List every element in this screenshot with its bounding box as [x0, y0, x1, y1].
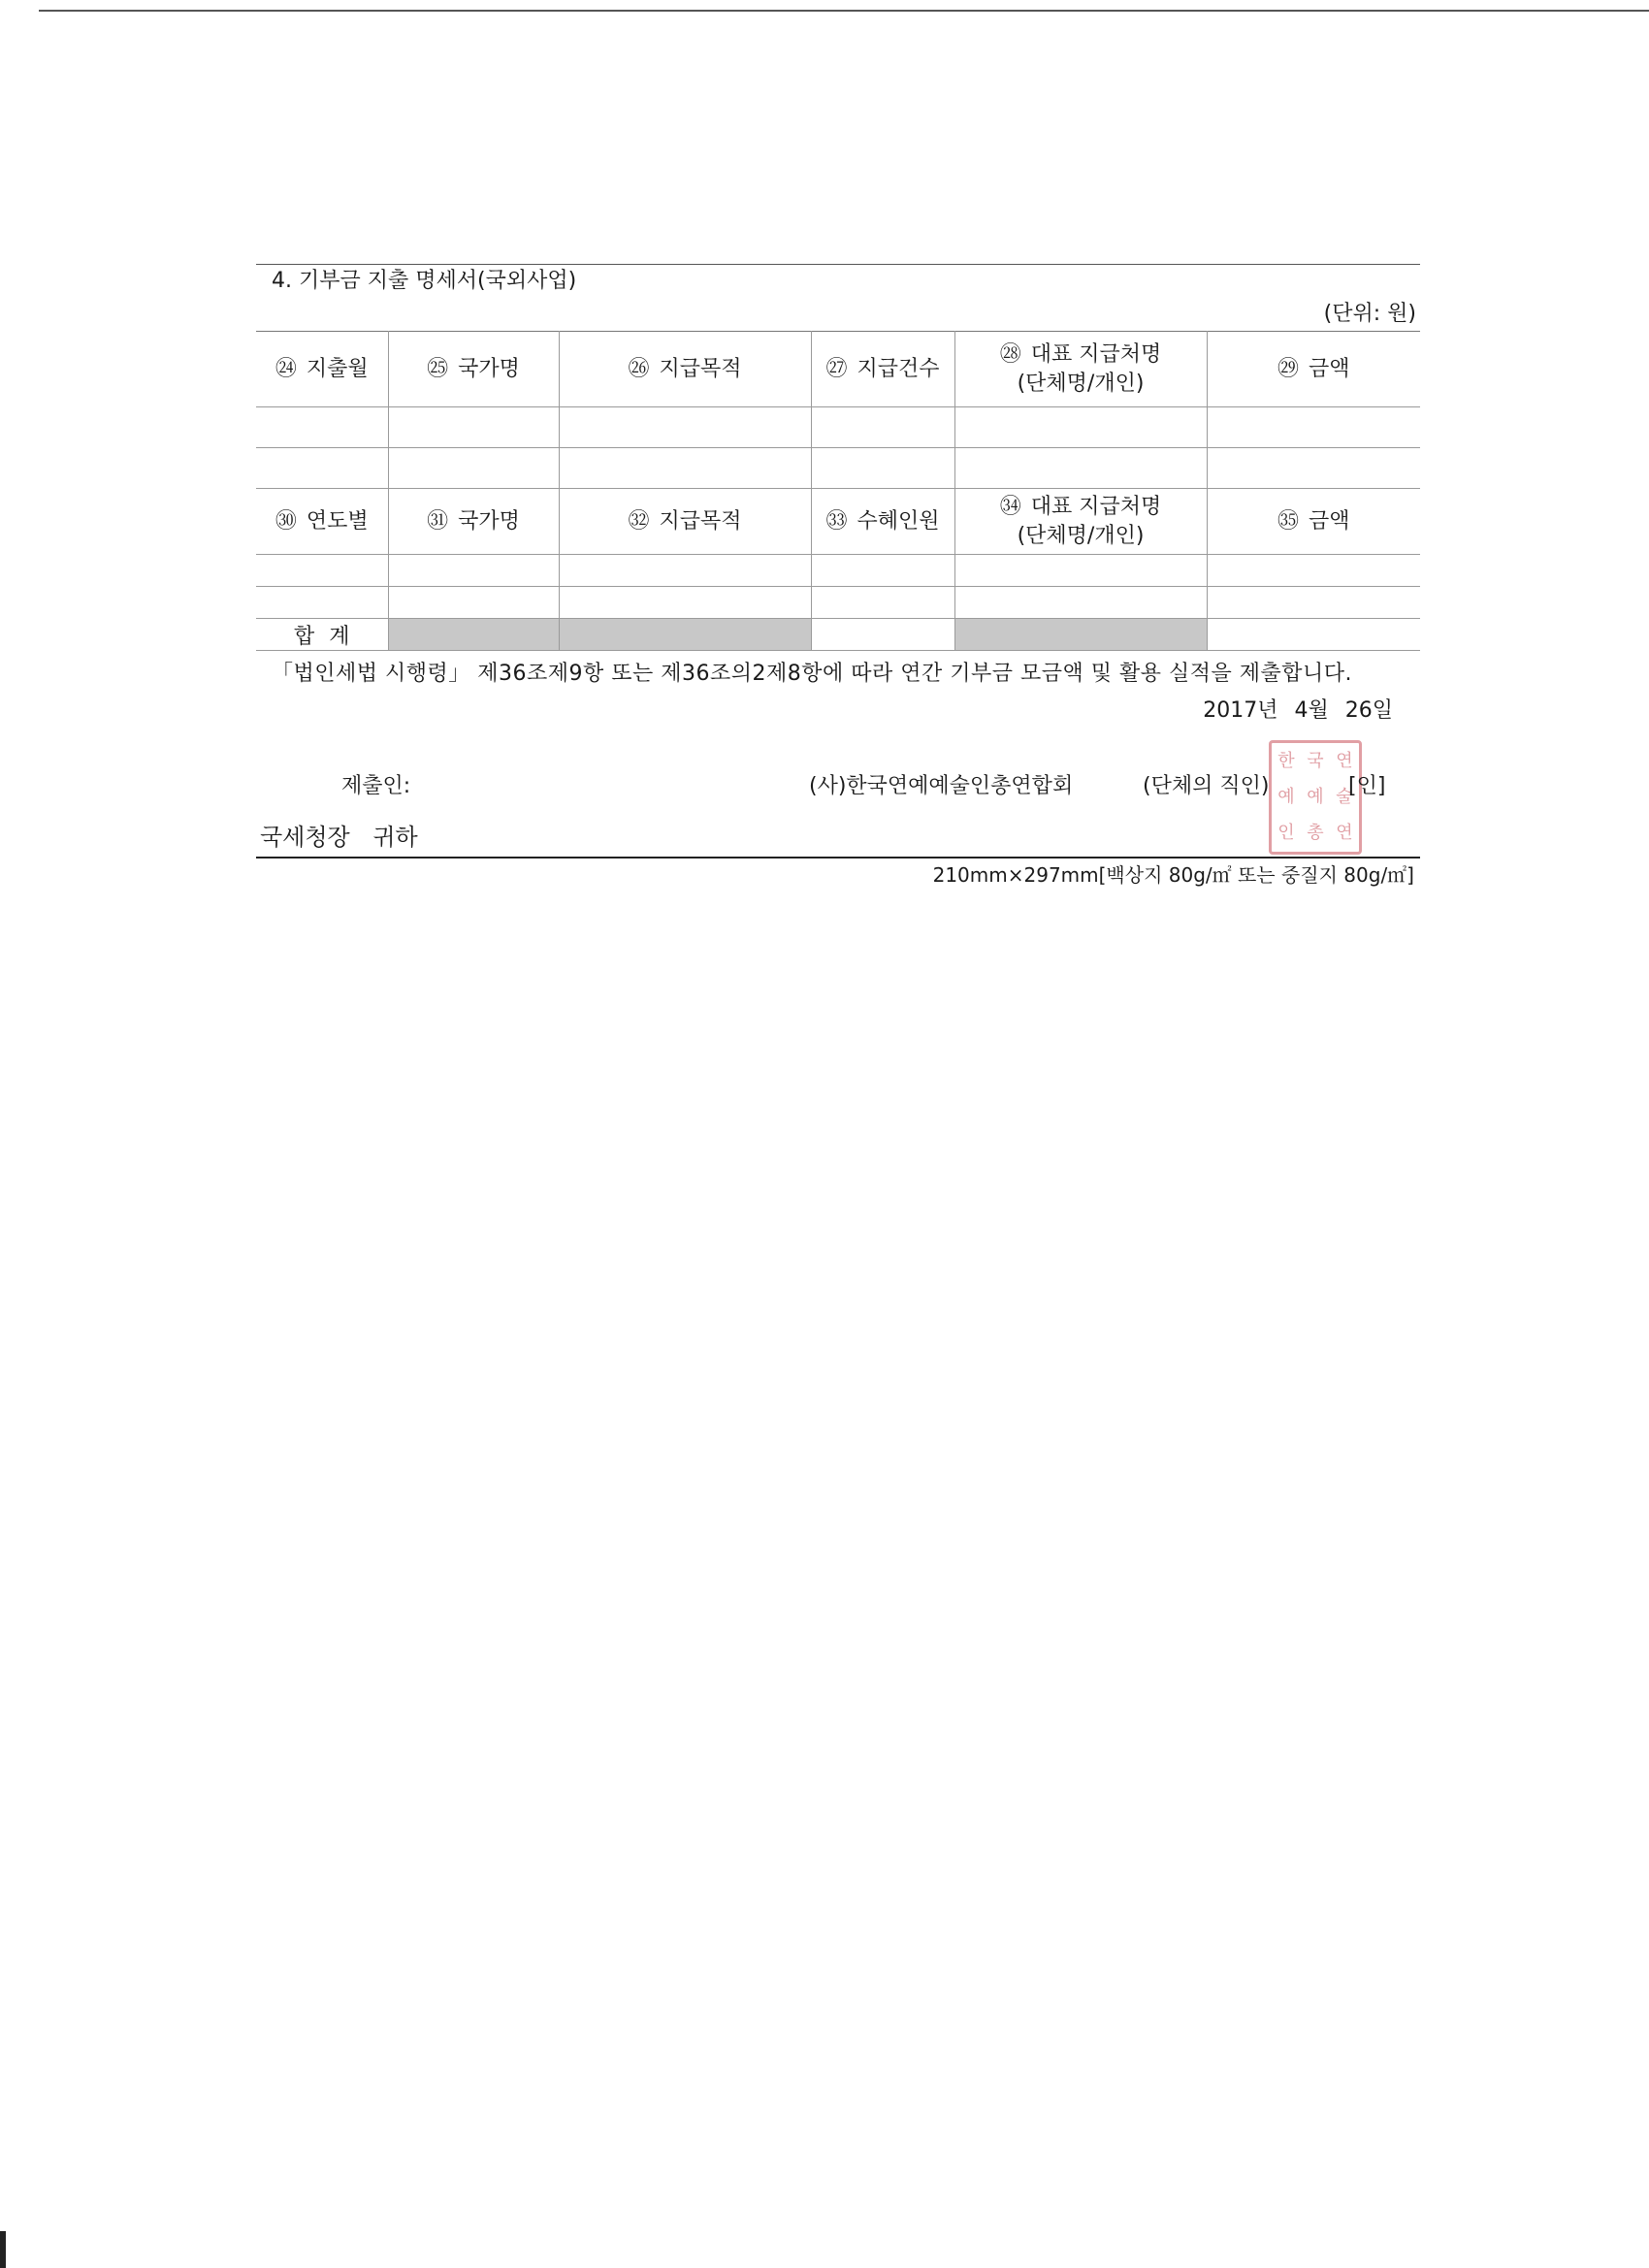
table-cell[interactable]	[811, 407, 954, 448]
table-cell[interactable]	[388, 587, 559, 619]
table-cell[interactable]	[811, 448, 954, 489]
table-row	[256, 407, 1420, 448]
paper-spec: 210mm×297mm[백상지 80g/㎡ 또는 중질지 80g/㎡]	[932, 863, 1414, 887]
header-cell: ㉘ 대표 지급처명 (단체명/개인)	[954, 332, 1207, 407]
table-cell[interactable]	[388, 448, 559, 489]
table-cell[interactable]	[811, 587, 954, 619]
total-cell[interactable]	[811, 619, 954, 651]
table-cell[interactable]	[954, 555, 1207, 587]
expenditure-statement-form	[256, 264, 1420, 891]
official-seal-stamp: 한 국 연 예 예 술 인 총 연	[1269, 740, 1362, 855]
table-cell[interactable]	[1207, 555, 1420, 587]
header-cell: ㉞ 대표 지급처명 (단체명/개인)	[954, 489, 1207, 555]
table-cell[interactable]	[559, 448, 811, 489]
shaded-cell	[954, 619, 1207, 651]
table-cell[interactable]	[954, 448, 1207, 489]
table-cell[interactable]	[811, 555, 954, 587]
table-cell[interactable]	[1207, 407, 1420, 448]
unit-label: (단위: 원)	[1323, 302, 1416, 326]
header-cell: ㉖ 지급목적	[559, 332, 811, 407]
table-cell[interactable]	[1207, 587, 1420, 619]
total-row	[256, 619, 1420, 651]
table-cell[interactable]	[559, 407, 811, 448]
shaded-cell	[388, 619, 559, 651]
section-title: 4. 기부금 지출 명세서(국외사업)	[256, 264, 1420, 298]
header-cell: ㉟ 금액	[1207, 489, 1420, 555]
expenditure-table	[256, 331, 1420, 651]
table-cell[interactable]	[559, 587, 811, 619]
statement-text: 「법인세법 시행령」 제36조제9항 또는 제36조의2제8항에 따라 연간 기부금 모금액 및 활용 실적을 제출합니다.	[272, 662, 1352, 686]
header-cell: ㉜ 지급목적	[559, 489, 811, 555]
submission-date: 2017년 4월 26일	[1203, 698, 1393, 723]
addressee: 국세청장 귀하	[256, 818, 1420, 859]
table-cell[interactable]	[256, 448, 388, 489]
table-cell[interactable]	[954, 407, 1207, 448]
table-row	[256, 448, 1420, 489]
table-cell[interactable]	[1207, 448, 1420, 489]
total-label: 합 계	[256, 619, 388, 651]
header-cell: ㉗ 지급건수	[811, 332, 954, 407]
table-cell[interactable]	[388, 555, 559, 587]
submitter-label: 제출인:	[341, 774, 411, 798]
total-amount-cell[interactable]	[1207, 619, 1420, 651]
table-cell[interactable]	[559, 555, 811, 587]
header-cell: ㉔ 지출월	[256, 332, 388, 407]
header-cell: ㉝ 수혜인원	[811, 489, 954, 555]
table-cell[interactable]	[388, 407, 559, 448]
table-cell[interactable]	[256, 407, 388, 448]
seal-caption: (단체의 직인)	[1143, 774, 1270, 798]
table2-header-row	[256, 489, 1420, 555]
table-cell[interactable]	[256, 587, 388, 619]
header-cell: ㉕ 국가명	[388, 332, 559, 407]
table-row	[256, 555, 1420, 587]
table-cell[interactable]	[954, 587, 1207, 619]
scan-edge-mark	[0, 2231, 6, 2268]
seal-mark: [인]	[1348, 774, 1386, 798]
table-cell[interactable]	[256, 555, 388, 587]
table1-header-row	[256, 332, 1420, 407]
shaded-cell	[559, 619, 811, 651]
scan-edge-line	[39, 10, 1649, 12]
table-row	[256, 587, 1420, 619]
header-cell: ㉚ 연도별	[256, 489, 388, 555]
header-cell: ㉛ 국가명	[388, 489, 559, 555]
header-cell: ㉙ 금액	[1207, 332, 1420, 407]
submitter-name: (사)한국연예예술인총연합회	[809, 774, 1074, 798]
